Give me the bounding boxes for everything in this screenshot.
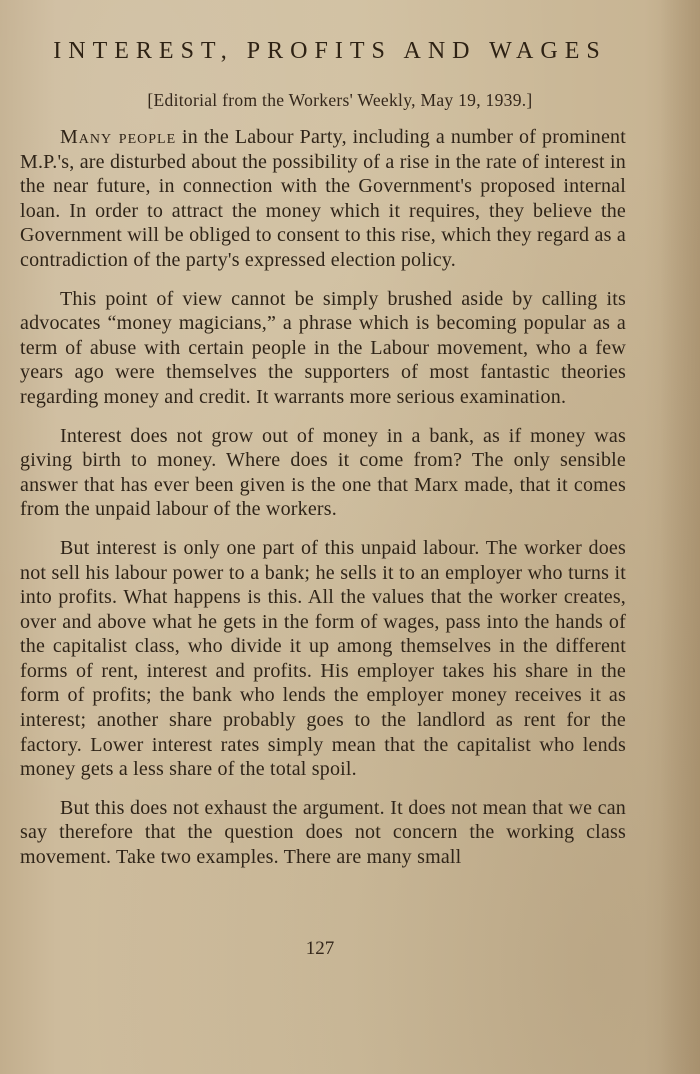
paragraph-1-text: in the Labour Party, including a number of prominent M.P.'s, are disturbed about the possibility of a rise in the rate of interest in the near future, in connection with the Government's proposed internal loan. In order to attract the money which it requires, they believe the Government will be obliged to consent to this rise, which they regard as a contradiction of the party's expressed election policy. <box>20 126 627 271</box>
paragraph-5: But this does not exhaust the argument. It does not mean that we can say therefore that the question does not concern the working class movement. Take two examples. There are many small <box>20 796 626 869</box>
running-title: INTEREST, PROFITS AND WAGES <box>53 38 607 64</box>
editorial-source-line: [Editorial from the Workers' Weekly, May 19, 1939.] <box>147 90 533 110</box>
paragraph-lead-words: Many people <box>60 126 177 148</box>
page-number: 127 <box>305 938 335 959</box>
paragraph-4: But interest is only one part of this unpaid labour. The worker does not sell his labour power to a bank; he sells it to an employer who turns it into profits. What happens is this. All the values that the worker creates, over and above what he gets in the form of wages, pass into the hands of the capitalist class, who divide it up among themselves in the different forms of rent, interest and profits. His employer takes his share in the form of profits; the bank who lends the employer money receives it as interest; another share probably goes to the landlord as rent for the factory. Lower interest rates simply mean that the capitalist who lends money gets a less share of the total spoil. <box>20 536 626 781</box>
page-edge-shadow <box>660 0 700 1074</box>
article-body <box>20 125 626 884</box>
paragraph-2: This point of view cannot be simply brushed aside by calling its advocates “money magicians,” a phrase which is becoming popular as a term of abuse with certain people in the Labour movement, who a few years ago were themselves the supporters of most fantastic theories regarding money and credit. It warrants more serious examination. <box>20 287 626 408</box>
paragraph-1 <box>20 125 626 273</box>
paragraph-3: Interest does not grow out of money in a bank, as if money was giving birth to money. Where does it come from? The only sensible answer that has ever been given is the one that Marx made, that it comes from the unpaid labour of the workers. <box>20 424 626 521</box>
